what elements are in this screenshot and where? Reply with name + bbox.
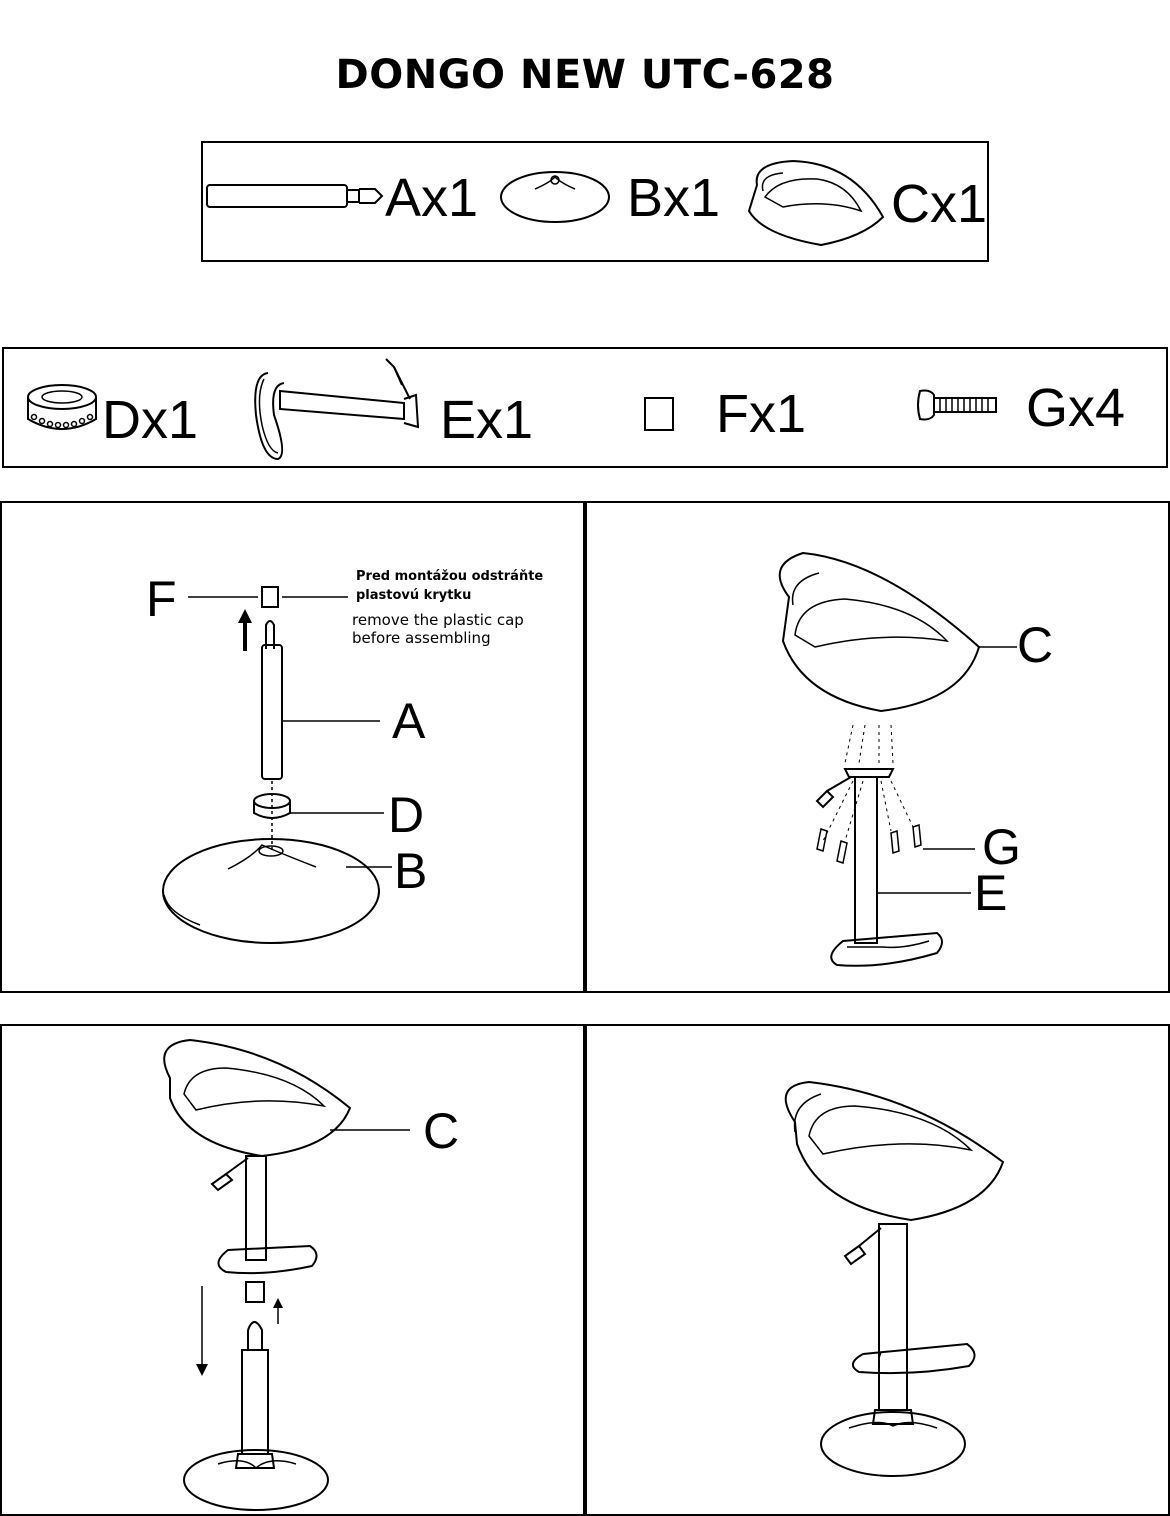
- screw-icon: [916, 387, 1002, 423]
- part-label-c: Cx1: [891, 174, 988, 234]
- step-2-label-g: G: [982, 819, 1021, 875]
- page-title: DONGO NEW UTC-628: [335, 52, 835, 98]
- part-label-b: Bx1: [627, 168, 721, 228]
- note-english: [352, 611, 524, 647]
- step-1-label-b: B: [394, 843, 428, 899]
- step-1-label-d: D: [388, 787, 425, 843]
- base-icon: [499, 169, 611, 225]
- part-label-f: Fx1: [716, 384, 807, 444]
- cap-icon: [643, 396, 677, 432]
- step-1-label-f: F: [146, 571, 177, 627]
- part-label-d: Dx1: [102, 390, 199, 450]
- rod-icon: [205, 181, 385, 221]
- step-2-label-e: E: [974, 865, 1008, 921]
- note-slovak-line-2: plastovú krytku: [356, 588, 472, 603]
- step-4-drawing: [583, 1024, 1170, 1516]
- note-slovak-line-1: Pred montážou odstráňte: [356, 569, 544, 584]
- note-english-line-1: remove the plastic cap: [352, 611, 524, 629]
- step-3-drawing: [0, 1024, 587, 1516]
- step-3-label-c: C: [423, 1103, 460, 1159]
- step-2-drawing: [583, 501, 1170, 993]
- parts-box-top: [201, 141, 989, 262]
- part-label-a: Ax1: [385, 168, 479, 228]
- parts-box-bottom: [2, 347, 1168, 468]
- step-2-label-c: C: [1017, 617, 1054, 673]
- ring-icon: [24, 383, 104, 439]
- note-english-line-2: before assembling: [352, 629, 491, 647]
- footrest-icon: [244, 355, 424, 467]
- seat-icon: [743, 155, 893, 255]
- step-1-label-a: A: [392, 693, 426, 749]
- part-label-g: Gx4: [1026, 378, 1126, 438]
- part-label-e: Ex1: [440, 390, 534, 450]
- note-slovak: [356, 567, 543, 605]
